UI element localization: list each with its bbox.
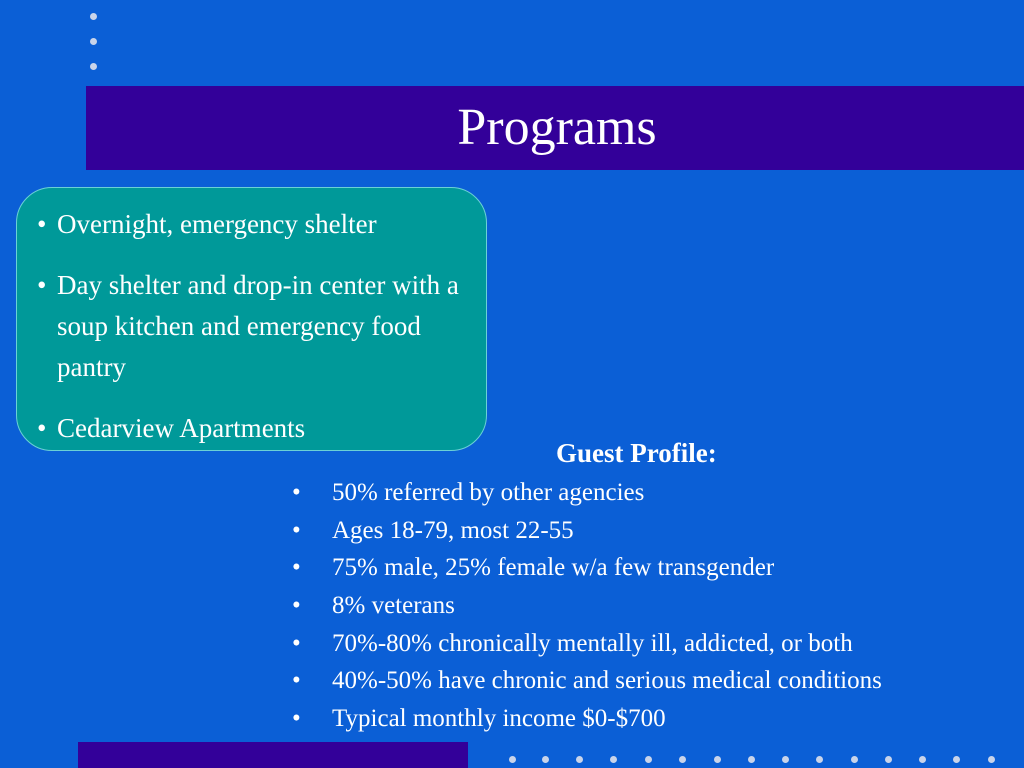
decorative-dot [610,756,617,763]
bottom-bar [78,742,468,768]
decorative-dot [509,756,516,763]
program-item [37,265,482,388]
guest-profile-item-text: Ages 18-79, most 22-55 [332,516,574,544]
slide-title: Programs [457,99,657,156]
bullet-icon: • [37,413,47,443]
decorative-dot [816,756,823,763]
guest-profile-item [292,625,1024,663]
program-item-text: Cedarview Apartments [57,413,306,443]
guest-profile-item [292,662,1024,700]
programs-list [37,204,482,449]
decorative-dot [645,756,652,763]
bullet-icon: • [292,479,301,506]
decorative-dot [90,63,97,70]
decorative-dot [885,756,892,763]
decorative-dot [919,756,926,763]
bullet-icon: • [292,629,301,657]
program-item [37,408,482,449]
guest-profile-item-text: 40%-50% have chronic and serious medical conditions [332,667,882,695]
program-item [37,204,482,245]
guest-profile-list [292,474,1024,738]
guest-profile-item-text: Typical monthly income $0-$700 [332,705,666,733]
decorative-dot [542,756,549,763]
bullet-icon: • [292,516,301,544]
guest-profile-item-text: 50% referred by other agencies [332,479,645,506]
programs-box [16,187,487,451]
decorative-dot [714,756,721,763]
guest-profile-item [292,512,1024,550]
bullet-icon: • [292,592,301,620]
guest-profile-item-text: 70%-80% chronically mentally ill, addicted, or both [332,629,853,657]
bullet-icon: • [37,270,47,300]
decorative-dot [988,756,995,763]
decorative-dot [953,756,960,763]
bullet-icon: • [292,554,301,582]
decorative-dot [782,756,789,763]
guest-profile-item [292,549,1024,587]
guest-profile-item [292,700,1024,738]
decorative-dot [90,13,97,20]
decorative-dot [90,38,97,45]
guest-profile-item-text: 8% veterans [332,592,455,620]
program-item-text: Overnight, emergency shelter [57,209,377,239]
guest-profile-heading: Guest Profile: [556,438,717,468]
program-item-text: Day shelter and drop-in center with a soup kitchen and emergency food pantry [57,270,459,382]
title-bar [86,86,1024,170]
decorative-dot [748,756,755,763]
guest-profile-item [292,587,1024,625]
decorative-dot [679,756,686,763]
decorative-dot [576,756,583,763]
guest-profile-item [292,474,1024,512]
bullet-icon: • [37,209,47,239]
decorative-dot [851,756,858,763]
guest-profile-item-text: 75% male, 25% female w/a few transgender [332,554,775,582]
bullet-icon: • [292,705,301,733]
bullet-icon: • [292,667,301,695]
